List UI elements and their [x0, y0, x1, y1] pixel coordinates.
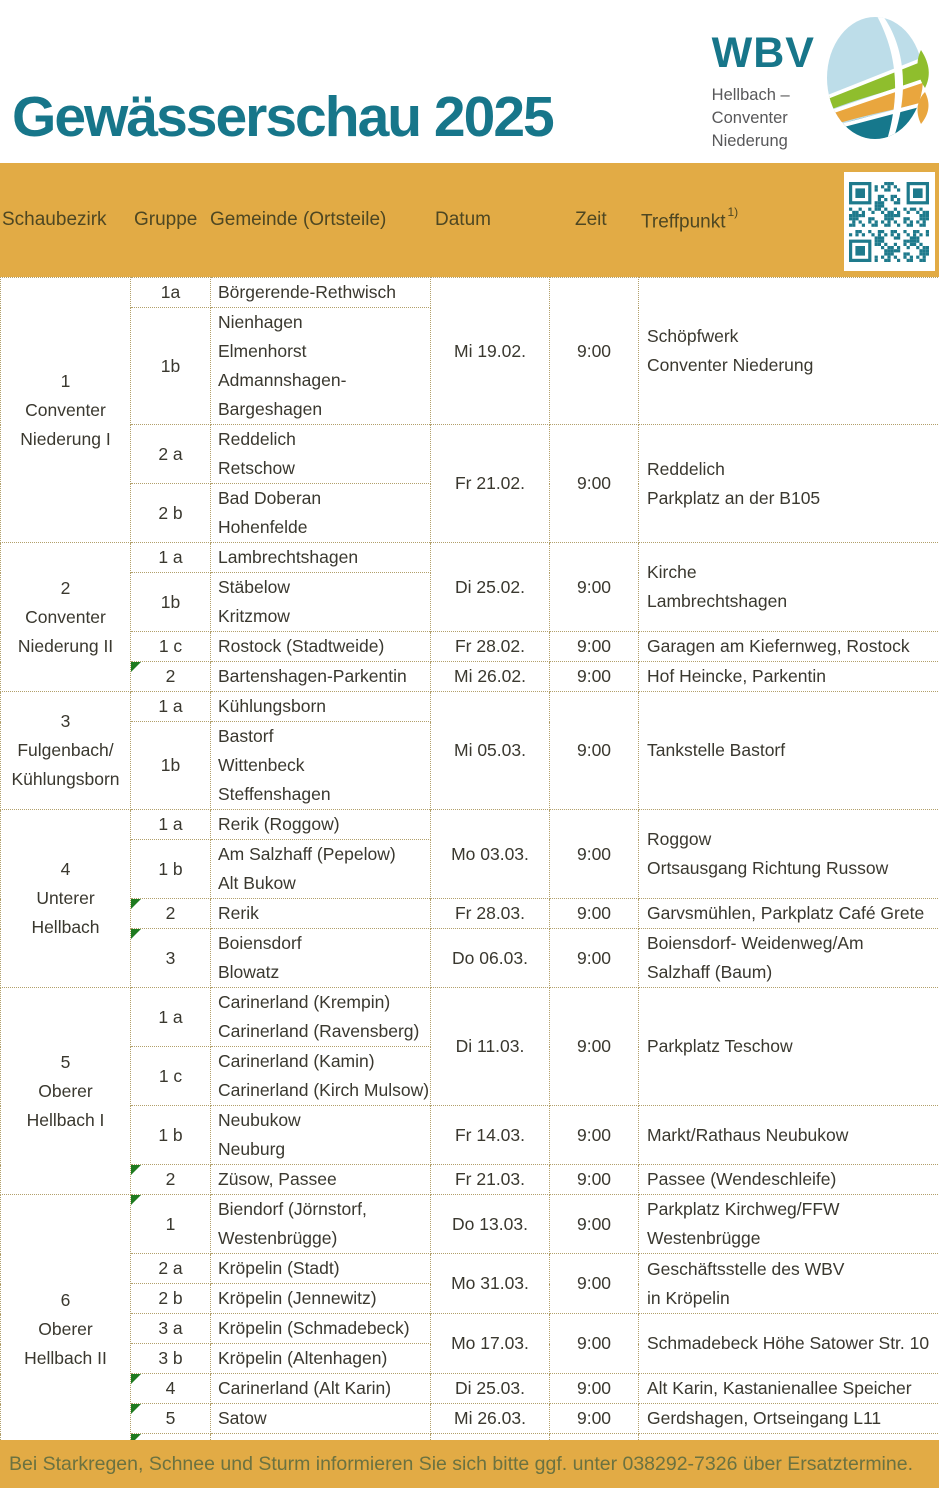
gruppe-cell: 2 — [131, 899, 211, 929]
treffpunkt-cell: Parkplatz Kirchweg/FFW Westenbrügge — [639, 1195, 939, 1254]
gemeinde-cell: Reddelich Retschow — [211, 425, 431, 484]
gruppe-cell: 2 — [131, 1165, 211, 1195]
schaubezirk-cell: 5 Oberer Hellbach I — [1, 988, 131, 1195]
treffpunkt-cell: Markt/Rathaus Neubukow — [639, 1106, 939, 1165]
green-corner-marker-icon — [131, 929, 141, 939]
column-header-schaubezirk: Schaubezirk — [2, 209, 107, 230]
gruppe-cell: 2 a — [131, 425, 211, 484]
gemeinde-cell: Carinerland (Kamin) Carinerland (Kirch Mulsow) — [211, 1047, 431, 1106]
treffpunkt-cell: Alt Karin, Kastanienallee Speicher — [639, 1374, 939, 1404]
gruppe-cell: 3 a — [131, 1314, 211, 1344]
datum-cell: Mi 05.03. — [431, 692, 550, 810]
logo-text — [712, 16, 815, 153]
wbv-logo — [712, 16, 931, 153]
treffpunkt-cell: Geschäftsstelle des WBV in Kröpelin — [639, 1254, 939, 1314]
gemeinde-cell: Rerik (Roggow) — [211, 810, 431, 840]
treffpunkt-cell: Garagen am Kiefernweg, Rostock — [639, 632, 939, 662]
wbv-leaf-globe-icon — [827, 16, 931, 140]
table-row — [1, 278, 939, 308]
masthead — [0, 0, 939, 163]
gruppe-cell: 2 a — [131, 1254, 211, 1284]
treffpunkt-cell: Passee (Wendeschleife) — [639, 1165, 939, 1195]
zeit-cell: 9:00 — [550, 929, 639, 988]
table-row — [1, 543, 939, 573]
qr-code-icon — [849, 182, 929, 262]
table-row — [1, 632, 939, 662]
datum-cell: Mi 26.02. — [431, 662, 550, 692]
schaubezirk-cell: 6 Oberer Hellbach II — [1, 1195, 131, 1464]
zeit-cell: 9:00 — [550, 1374, 639, 1404]
logo-name-line: Conventer — [711, 109, 788, 127]
treffpunkt-cell: Gerdshagen, Ortseingang L11 — [639, 1404, 939, 1434]
treffpunkt-cell: Schmadebeck Höhe Satower Str. 10 — [639, 1314, 939, 1374]
gruppe-cell: 1a — [131, 278, 211, 308]
gemeinde-cell: Am Salzhaff (Pepelow) Alt Bukow — [211, 840, 431, 899]
column-header-zeit: Zeit — [575, 209, 607, 230]
datum-cell: Fr 14.03. — [431, 1106, 550, 1165]
zeit-cell: 9:00 — [550, 1314, 639, 1374]
zeit-cell: 9:00 — [550, 543, 639, 632]
gruppe-cell: 1 b — [131, 840, 211, 899]
gruppe-cell: 2 — [131, 662, 211, 692]
logo-name-line: Niederung — [711, 132, 788, 150]
column-header-datum: Datum — [435, 209, 491, 230]
table-row — [1, 1165, 939, 1195]
gemeinde-cell: Kühlungsborn — [211, 692, 431, 722]
datum-cell: Fr 28.03. — [431, 899, 550, 929]
datum-cell: Mo 31.03. — [431, 1254, 550, 1314]
gruppe-cell: 2 b — [131, 484, 211, 543]
gruppe-cell: 1 c — [131, 1047, 211, 1106]
zeit-cell: 9:00 — [550, 1195, 639, 1254]
datum-cell: Mo 17.03. — [431, 1314, 550, 1374]
gemeinde-cell: Kröpelin (Altenhagen) — [211, 1344, 431, 1374]
zeit-cell: 9:00 — [550, 899, 639, 929]
gemeinde-cell: Boiensdorf Blowatz — [211, 929, 431, 988]
datum-cell: Mi 26.03. — [431, 1404, 550, 1434]
table-row — [1, 1314, 939, 1344]
zeit-cell: 9:00 — [550, 988, 639, 1106]
footnote-marker: 1) — [727, 205, 739, 219]
column-header-gemeinde: Gemeinde (Ortsteile) — [210, 209, 387, 230]
gruppe-cell: 1b — [131, 573, 211, 632]
schaubezirk-cell: 4 Unterer Hellbach — [1, 810, 131, 988]
datum-cell: Fr 28.02. — [431, 632, 550, 662]
gruppe-cell: 1b — [131, 722, 211, 810]
gruppe-cell: 5 — [131, 1404, 211, 1434]
gemeinde-cell: Bastorf Wittenbeck Steffenshagen — [211, 722, 431, 810]
treffpunkt-cell: Garvsmühlen, Parkplatz Café Grete — [639, 899, 939, 929]
gemeinde-cell: Rerik — [211, 899, 431, 929]
gruppe-cell: 2 b — [131, 1284, 211, 1314]
gruppe-cell: 3 b — [131, 1344, 211, 1374]
schaubezirk-cell: 2 Conventer Niederung II — [1, 543, 131, 692]
table-row — [1, 1404, 939, 1434]
gemeinde-cell: Bad Doberan Hohenfelde — [211, 484, 431, 543]
green-corner-marker-icon — [131, 1404, 141, 1414]
treffpunkt-cell: Tankstelle Bastorf — [639, 692, 939, 810]
green-corner-marker-icon — [131, 1195, 141, 1205]
gemeinde-cell: Börgerende-Rethwisch — [211, 278, 431, 308]
gruppe-cell: 1 — [131, 1195, 211, 1254]
table-row — [1, 662, 939, 692]
qr-code — [844, 172, 935, 271]
datum-cell: Do 13.03. — [431, 1195, 550, 1254]
datum-cell: Fr 21.02. — [431, 425, 550, 543]
logo-acronym: WBV — [711, 29, 815, 77]
gemeinde-cell: Neubukow Neuburg — [211, 1106, 431, 1165]
zeit-cell: 9:00 — [550, 662, 639, 692]
treffpunkt-cell: Schöpfwerk Conventer Niederung — [639, 278, 939, 425]
zeit-cell: 9:00 — [550, 1165, 639, 1195]
treffpunkt-cell: Roggow Ortsausgang Richtung Russow — [639, 810, 939, 899]
column-header-gruppe: Gruppe — [134, 209, 198, 230]
treffpunkt-cell: Boiensdorf- Weidenweg/Am Salzhaff (Baum) — [639, 929, 939, 988]
gruppe-cell: 4 — [131, 1374, 211, 1404]
table-row — [1, 425, 939, 484]
green-corner-marker-icon — [131, 1165, 141, 1175]
table-row — [1, 899, 939, 929]
table-row — [1, 810, 939, 840]
gemeinde-cell: Satow — [211, 1404, 431, 1434]
table-row — [1, 692, 939, 722]
treffpunkt-cell: Kirche Lambrechtshagen — [639, 543, 939, 632]
gemeinde-cell: Kröpelin (Schmadebeck) — [211, 1314, 431, 1344]
gruppe-cell: 1 c — [131, 632, 211, 662]
zeit-cell: 9:00 — [550, 632, 639, 662]
schaubezirk-cell: 1 Conventer Niederung I — [1, 278, 131, 543]
gemeinde-cell: Kröpelin (Stadt) — [211, 1254, 431, 1284]
treffpunkt-cell: Reddelich Parkplatz an der B105 — [639, 425, 939, 543]
zeit-cell: 9:00 — [550, 810, 639, 899]
treffpunkt-cell: Hof Heincke, Parkentin — [639, 662, 939, 692]
table-row — [1, 1374, 939, 1404]
gruppe-cell: 1 a — [131, 810, 211, 840]
schedule-table-body — [1, 278, 939, 1464]
gemeinde-cell: Biendorf (Jörnstorf, Westenbrügge) — [211, 1195, 431, 1254]
zeit-cell: 9:00 — [550, 278, 639, 425]
column-header-treffpunkt: Treffpunkt $^{1)}$ — [641, 205, 739, 233]
treffpunkt-cell: Parkplatz Teschow — [639, 988, 939, 1106]
table-row — [1, 1195, 939, 1254]
gruppe-cell: 1 b — [131, 1106, 211, 1165]
table-row — [1, 1254, 939, 1284]
table-row — [1, 1106, 939, 1165]
gruppe-cell: 1 a — [131, 543, 211, 573]
page-title: Gewässerschau 2025 — [12, 85, 553, 149]
zeit-cell: 9:00 — [550, 1106, 639, 1165]
logo-name-line: Hellbach – — [711, 86, 790, 104]
logo-name — [712, 84, 815, 153]
green-corner-marker-icon — [131, 899, 141, 909]
footer-notice: Bei Starkregen, Schnee und Sturm informieren Sie sich bitte ggf. unter 038292-7326 über Ersatztermine. — [0, 1440, 939, 1488]
table-row — [1, 929, 939, 988]
zeit-cell: 9:00 — [550, 1254, 639, 1314]
gemeinde-cell: Stäbelow Kritzmow — [211, 573, 431, 632]
gemeinde-cell: Lambrechtshagen — [211, 543, 431, 573]
gemeinde-cell: Rostock (Stadtweide) — [211, 632, 431, 662]
gruppe-cell: 1 a — [131, 692, 211, 722]
datum-cell: Mi 19.02. — [431, 278, 550, 425]
gemeinde-cell: Carinerland (Alt Karin) — [211, 1374, 431, 1404]
zeit-cell: 9:00 — [550, 425, 639, 543]
green-corner-marker-icon — [131, 1374, 141, 1384]
datum-cell: Do 06.03. — [431, 929, 550, 988]
table-row — [1, 988, 939, 1047]
gemeinde-cell: Nienhagen Elmenhorst Admannshagen- Bargeshagen — [211, 308, 431, 425]
gemeinde-cell: Bartenshagen-Parkentin — [211, 662, 431, 692]
table-header-bar — [0, 163, 939, 277]
zeit-cell: 9:00 — [550, 1404, 639, 1434]
datum-cell: Fr 21.03. — [431, 1165, 550, 1195]
datum-cell: Di 25.03. — [431, 1374, 550, 1404]
gemeinde-cell: Carinerland (Krempin) Carinerland (Ravensberg) — [211, 988, 431, 1047]
datum-cell: Di 11.03. — [431, 988, 550, 1106]
datum-cell: Di 25.02. — [431, 543, 550, 632]
zeit-cell: 9:00 — [550, 692, 639, 810]
gruppe-cell: 3 — [131, 929, 211, 988]
green-corner-marker-icon — [131, 662, 141, 672]
gruppe-cell: 1 a — [131, 988, 211, 1047]
gemeinde-cell: Züsow, Passee — [211, 1165, 431, 1195]
gruppe-cell: 1b — [131, 308, 211, 425]
schedule-table — [0, 277, 939, 1464]
gemeinde-cell: Kröpelin (Jennewitz) — [211, 1284, 431, 1314]
schaubezirk-cell: 3 Fulgenbach/ Kühlungsborn — [1, 692, 131, 810]
datum-cell: Mo 03.03. — [431, 810, 550, 899]
